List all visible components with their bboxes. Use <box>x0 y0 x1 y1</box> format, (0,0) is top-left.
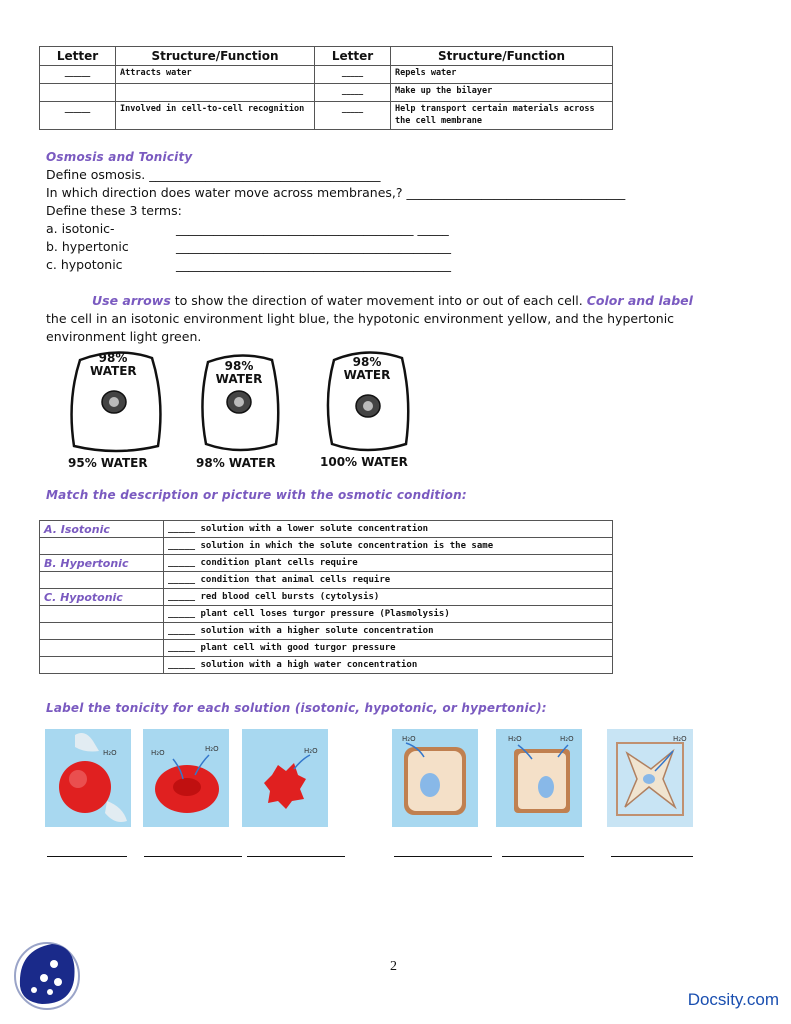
match-option <box>40 640 164 657</box>
match-option: B. Hypertonic <box>40 555 164 572</box>
cell-3-inside-label: 98% WATER <box>343 355 391 382</box>
use-arrows-emphasis: Use arrows <box>92 293 171 308</box>
page-number: 2 <box>390 959 397 974</box>
match-description[interactable]: _____ condition plant cells require <box>164 555 613 572</box>
arrows-instructions <box>46 292 706 346</box>
osmosis-heading: Osmosis and Tonicity <box>46 150 193 164</box>
function-cell: Involved in cell-to-cell recognition <box>116 102 315 130</box>
header-letter-2: Letter <box>315 47 391 66</box>
match-option <box>40 538 164 555</box>
match-heading: Match the description or picture with the osmotic condition: <box>46 488 467 502</box>
match-description[interactable]: _____ solution with a lower solute concentration <box>164 521 613 538</box>
water-direction-question[interactable]: In which direction does water move across membranes,? ___________________________________ <box>46 185 626 200</box>
cell-3-outside-label: 100% WATER <box>320 455 408 469</box>
match-description[interactable]: _____ solution with a higher solute concentration <box>164 623 613 640</box>
h2o-label: H₂O <box>151 749 165 757</box>
h2o-label: H₂O <box>205 745 219 753</box>
structure-function-table <box>39 46 613 130</box>
function-cell: Make up the bilayer <box>391 84 613 102</box>
letter-blank[interactable]: _____ <box>315 66 391 84</box>
match-row <box>40 521 613 538</box>
match-option: A. Isotonic <box>40 521 164 538</box>
cell-1-outside-label: 95% WATER <box>68 456 148 470</box>
term-isotonic: a. isotonic- <box>46 221 115 236</box>
letter-blank[interactable]: _____ <box>315 102 391 130</box>
letter-blank[interactable]: ______ <box>40 66 116 84</box>
match-row <box>40 572 613 589</box>
hypotonic-answer-line[interactable]: ____________________________________________ <box>176 257 451 272</box>
function-cell <box>116 84 315 102</box>
color-label-emphasis: Color and label <box>586 293 693 308</box>
plant-cell-hypertonic-picture[interactable] <box>607 729 693 827</box>
tonicity-answer-line-5[interactable] <box>502 856 584 857</box>
rbc-isotonic-picture[interactable] <box>143 729 229 827</box>
function-cell: Repels water <box>391 66 613 84</box>
match-option <box>40 623 164 640</box>
match-description[interactable]: _____ plant cell loses turgor pressure (Plasmolysis) <box>164 606 613 623</box>
match-option <box>40 572 164 589</box>
match-description[interactable]: _____ red blood cell bursts (cytolysis) <box>164 589 613 606</box>
header-structure-2: Structure/Function <box>391 47 613 66</box>
match-row <box>40 589 613 606</box>
tonicity-answer-line-4[interactable] <box>394 856 492 857</box>
match-description[interactable]: _____ condition that animal cells require <box>164 572 613 589</box>
hypertonic-answer-line[interactable]: ____________________________________________ <box>176 239 451 254</box>
match-row <box>40 555 613 572</box>
tonicity-answer-line-3[interactable] <box>247 856 345 857</box>
term-hypertonic: b. hypertonic <box>46 239 129 254</box>
instructions-part2: the cell in an isotonic environment light blue, the hypotonic environment yellow, and the hypertonic environment light green. <box>46 311 675 344</box>
match-row <box>40 623 613 640</box>
match-row <box>40 606 613 623</box>
letter-blank[interactable]: _____ <box>315 84 391 102</box>
match-description[interactable]: _____ solution in which the solute concentration is the same <box>164 538 613 555</box>
tonicity-answer-line-2[interactable] <box>144 856 242 857</box>
match-option <box>40 657 164 674</box>
plant-cell-isotonic-picture[interactable] <box>496 729 582 827</box>
h2o-label: H₂O <box>402 735 416 743</box>
cell-1-inside-label: 98% WATER <box>90 351 137 378</box>
match-description[interactable]: _____ solution with a high water concentration <box>164 657 613 674</box>
letter-blank[interactable]: ______ <box>40 102 116 130</box>
cell-2-outside-label: 98% WATER <box>196 456 276 470</box>
instructions-part1: to show the direction of water movement into or out of each cell. <box>170 293 587 308</box>
letter-blank[interactable] <box>40 84 116 102</box>
h2o-label: H₂O <box>103 749 117 757</box>
match-option: C. Hypotonic <box>40 589 164 606</box>
rbc-hypotonic-picture[interactable] <box>45 729 131 827</box>
rbc-hypertonic-picture[interactable] <box>242 729 328 827</box>
tonicity-answer-line-1[interactable] <box>47 856 127 857</box>
tonicity-heading: Label the tonicity for each solution (isotonic, hypotonic, or hypertonic): <box>46 701 547 715</box>
match-description[interactable]: _____ plant cell with good turgor pressure <box>164 640 613 657</box>
header-structure-1: Structure/Function <box>116 47 315 66</box>
cell-2-inside-label: 98% WATER <box>215 359 263 386</box>
h2o-label: H₂O <box>673 735 687 743</box>
match-option <box>40 606 164 623</box>
h2o-label: H₂O <box>508 735 522 743</box>
define-osmosis[interactable]: Define osmosis. _____________________________________ <box>46 167 381 182</box>
plant-cell-hypotonic-picture[interactable] <box>392 729 478 827</box>
docsity-brand[interactable]: Docsity.com <box>687 990 779 1009</box>
h2o-label: H₂O <box>560 735 574 743</box>
isotonic-answer-line[interactable]: ______________________________________ _____ <box>176 221 449 236</box>
match-row <box>40 657 613 674</box>
match-table <box>39 520 613 674</box>
tonicity-answer-line-6[interactable] <box>611 856 693 857</box>
function-cell: Attracts water <box>116 66 315 84</box>
define-terms: Define these 3 terms: <box>46 203 182 218</box>
docsity-logo-icon[interactable] <box>12 936 82 1012</box>
match-row <box>40 640 613 657</box>
header-letter-1: Letter <box>40 47 116 66</box>
function-cell: Help transport certain materials across the cell membrane <box>391 102 613 130</box>
h2o-label: H₂O <box>304 747 318 755</box>
term-hypotonic: c. hypotonic <box>46 257 123 272</box>
match-row <box>40 538 613 555</box>
